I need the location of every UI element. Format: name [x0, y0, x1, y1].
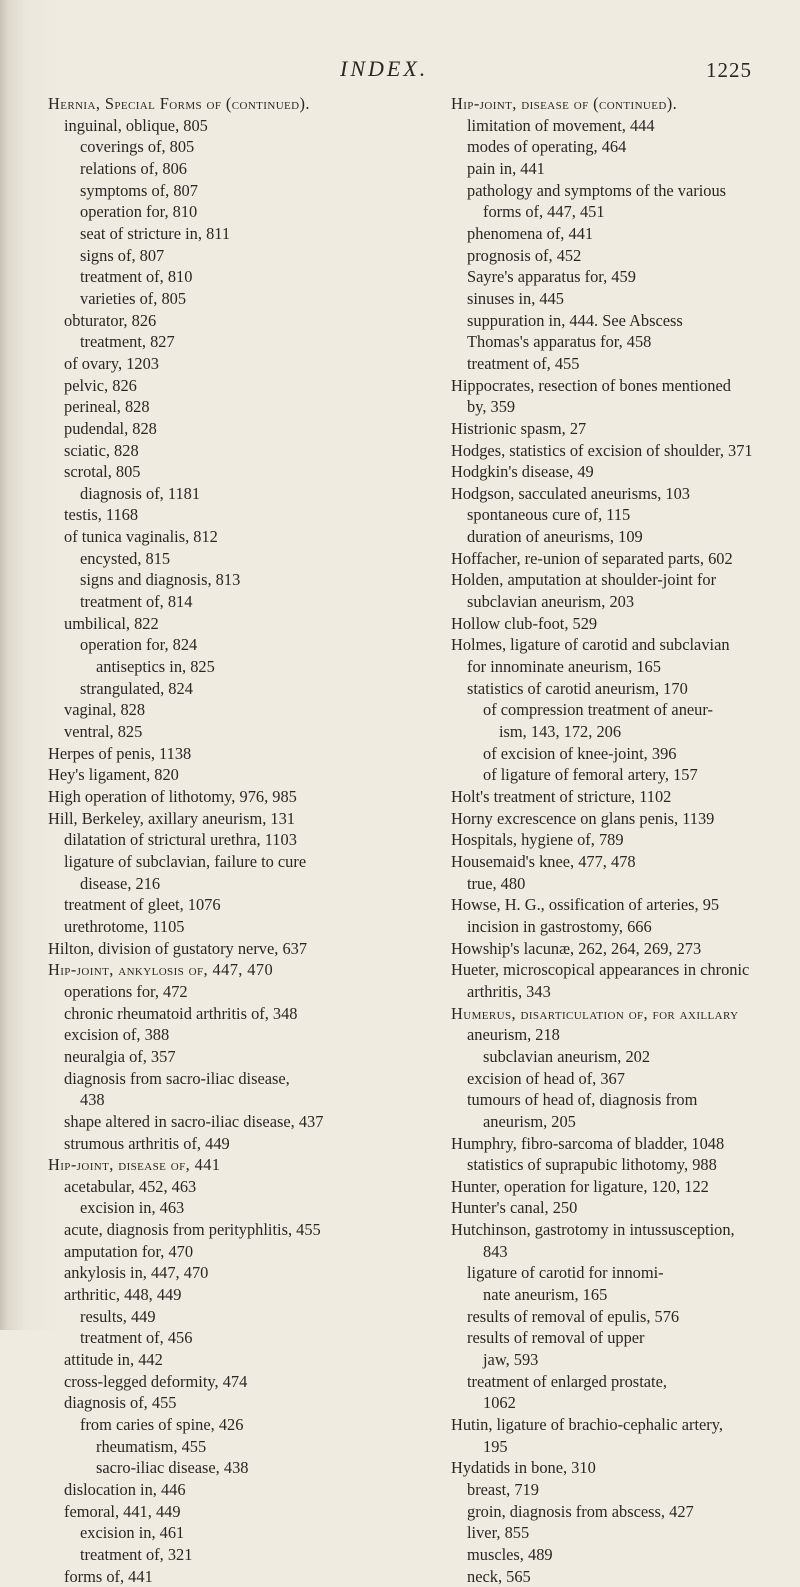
index-entry: by, 359: [467, 397, 516, 417]
index-entry: relations of, 806: [80, 158, 187, 178]
page-header: [0, 56, 800, 86]
index-entry: 1062: [483, 1393, 516, 1413]
index-entry: Hip-joint, disease of (continued).: [451, 94, 678, 113]
index-entry: treatment of, 456: [80, 1328, 193, 1348]
index-entry: symptoms of, 807: [80, 180, 198, 200]
index-entry: excision of head of, 367: [467, 1068, 625, 1088]
index-entry: results of removal of upper: [467, 1328, 645, 1348]
index-entry: statistics of suprapubic lithotomy, 988: [467, 1155, 717, 1175]
index-entry: suppuration in, 444. See Abscess: [467, 310, 683, 330]
index-entry: prognosis of, 452: [467, 245, 582, 265]
index-entry: amputation for, 470: [64, 1241, 194, 1261]
index-entry: excision of, 388: [64, 1025, 170, 1045]
index-entry: High operation of lithotomy, 976, 985: [48, 787, 297, 806]
index-entry: testis, 1168: [64, 505, 139, 525]
index-entry: attitude in, 442: [64, 1350, 163, 1370]
index-entry: aneurism, 205: [483, 1111, 576, 1131]
index-entry: phenomena of, 441: [467, 223, 594, 243]
index-entry: neuralgia of, 357: [64, 1046, 176, 1066]
index-entry: Hodgkin's disease, 49: [451, 462, 594, 482]
index-entry: rheumatism, 455: [96, 1436, 207, 1456]
index-entry: breast, 719: [467, 1480, 539, 1499]
index-entry: inguinal, oblique, 805: [64, 115, 208, 135]
index-entry: Humerus, disarticulation of, for axillary: [451, 1003, 739, 1023]
index-entry: 843: [483, 1241, 508, 1261]
index-entry: sinuses in, 445: [467, 288, 564, 308]
index-entry: nate aneurism, 165: [483, 1285, 608, 1305]
index-entry: strumous arthritis of, 449: [64, 1133, 230, 1153]
index-entry: femoral, 441, 449: [64, 1501, 181, 1521]
index-entry: perineal, 828: [64, 397, 150, 417]
index-entry: chronic rheumatoid arthritis of, 348: [64, 1003, 298, 1023]
index-entry: Thomas's apparatus for, 458: [467, 332, 652, 352]
index-entry: Hodges, statistics of excision of shoulder, 371: [451, 440, 753, 460]
index-entry: arthritis, 343: [467, 981, 551, 1001]
index-entry: Howship's lacunæ, 262, 264, 269, 273: [451, 938, 702, 958]
index-entry: Hutchinson, gastrotomy in intussusception,: [451, 1220, 735, 1240]
index-entry: groin, diagnosis from abscess, 427: [467, 1501, 694, 1521]
index-entry: of ovary, 1203: [64, 353, 159, 373]
index-entry: signs and diagnosis, 813: [80, 570, 241, 590]
index-entry: Humphry, fibro-sarcoma of bladder, 1048: [451, 1133, 725, 1153]
index-entry: shape altered in sacro-iliac disease, 437: [64, 1111, 324, 1131]
index-entry: Hip-joint, disease of, 441: [48, 1155, 221, 1175]
index-entry: spontaneous cure of, 115: [467, 505, 631, 525]
index-entry: pelvic, 826: [64, 375, 137, 395]
index-entry: dislocation in, 446: [64, 1480, 186, 1499]
index-entry: true, 480: [467, 873, 526, 893]
index-entry: ism, 143, 172, 206: [499, 722, 622, 742]
index-entry: strangulated, 824: [80, 678, 193, 698]
index-entry: operation for, 810: [80, 202, 198, 222]
index-entry: sciatic, 828: [64, 440, 139, 460]
index-entry: Hodgson, sacculated aneurisms, 103: [451, 483, 690, 503]
index-entry: Hoffacher, re-union of separated parts, 602: [451, 548, 733, 568]
index-entry: diagnosis of, 1181: [80, 483, 201, 503]
index-entry: excision in, 461: [80, 1523, 185, 1543]
index-entry: dilatation of strictural urethra, 1103: [64, 830, 297, 850]
index-entry: varieties of, 805: [80, 288, 187, 308]
index-entry: 438: [80, 1090, 105, 1110]
index-entry: umbilical, 822: [64, 613, 159, 633]
index-entry: results of removal of epulis, 576: [467, 1306, 680, 1326]
index-entry: of excision of knee-joint, 396: [483, 743, 677, 763]
index-entry: cross-legged deformity, 474: [64, 1371, 248, 1391]
index-entry: arthritic, 448, 449: [64, 1285, 182, 1305]
index-entry: liver, 855: [467, 1523, 530, 1543]
index-entry: for innominate aneurism, 165: [467, 657, 661, 677]
index-entry: Hunter's canal, 250: [451, 1198, 578, 1218]
index-entry: treatment of, 814: [80, 592, 193, 612]
index-entry: Hey's ligament, 820: [48, 765, 179, 785]
index-entry: Hutin, ligature of brachio-cephalic artery,: [451, 1415, 723, 1435]
index-entry: Hunter, operation for ligature, 120, 122: [451, 1176, 709, 1196]
index-entry: pudendal, 828: [64, 418, 157, 438]
index-entry: Hydatids in bone, 310: [451, 1458, 596, 1478]
page-number: 1225: [706, 58, 752, 82]
index-entry: Hueter, microscopical appearances in chronic: [451, 960, 750, 980]
index-entry: treatment of, 810: [80, 267, 193, 287]
index-entry: Hippocrates, resection of bones mentioned: [451, 375, 731, 395]
index-entry: treatment, 827: [80, 332, 175, 352]
index-entry: operations for, 472: [64, 981, 188, 1001]
index-entry: disease, 216: [80, 873, 161, 893]
index-entry: Hernia, Special Forms of (continued).: [48, 94, 310, 113]
index-entry: sacro-iliac disease, 438: [96, 1458, 249, 1478]
index-entry: results, 449: [80, 1306, 156, 1326]
index-entry: Howse, H. G., ossification of arteries, 95: [451, 895, 720, 915]
index-entry: aneurism, 218: [467, 1025, 560, 1045]
index-entry: obturator, 826: [64, 310, 157, 330]
index-entry: of ligature of femoral artery, 157: [483, 765, 698, 785]
index-entry: diagnosis from sacro-iliac disease,: [64, 1068, 290, 1088]
index-entry: coverings of, 805: [80, 137, 195, 157]
index-entry: modes of operating, 464: [467, 137, 627, 157]
index-entry: forms of, 441: [64, 1566, 153, 1586]
index-entry: Holmes, ligature of carotid and subclavian: [451, 635, 730, 655]
index-entry: Hilton, division of gustatory nerve, 637: [48, 938, 308, 958]
index-entry: Hospitals, hygiene of, 789: [451, 830, 624, 850]
index-entry: signs of, 807: [80, 245, 165, 265]
index-entry: pain in, 441: [467, 158, 545, 178]
index-entry: subclavian aneurism, 202: [483, 1046, 651, 1066]
index-entry: antiseptics in, 825: [96, 657, 215, 677]
index-entry: ligature of carotid for innomi-: [467, 1263, 664, 1283]
index-entry: Hollow club-foot, 529: [451, 613, 598, 633]
index-entry: Horny excrescence on glans penis, 1139: [451, 808, 715, 828]
index-entry: Holt's treatment of stricture, 1102: [451, 787, 672, 806]
index-entry: tumours of head of, diagnosis from: [467, 1090, 698, 1110]
index-entry: incision in gastrostomy, 666: [467, 916, 652, 936]
index-entry: pathology and symptoms of the various: [467, 180, 727, 200]
index-entry: treatment of, 455: [467, 353, 580, 373]
index-column-right: [451, 93, 781, 1587]
index-entry: ligature of subclavian, failure to cure: [64, 851, 307, 871]
index-entry: limitation of movement, 444: [467, 115, 655, 135]
index-entry: Sayre's apparatus for, 459: [467, 267, 636, 287]
index-entry: of compression treatment of aneur-: [483, 700, 713, 720]
index-entry: Holden, amputation at shoulder-joint for: [451, 570, 717, 590]
index-entry: diagnosis of, 455: [64, 1393, 177, 1413]
index-entry: Herpes of penis, 1138: [48, 743, 192, 763]
index-column-left: [48, 93, 438, 1587]
index-entry: from caries of spine, 426: [80, 1415, 244, 1435]
index-entry: vaginal, 828: [64, 700, 146, 720]
index-entry: encysted, 815: [80, 548, 171, 568]
index-entry: operation for, 824: [80, 635, 198, 655]
index-entry: acute, diagnosis from perityphlitis, 455: [64, 1220, 321, 1240]
index-entry: seat of stricture in, 811: [80, 223, 231, 243]
index-entry: jaw, 593: [483, 1350, 539, 1370]
index-entry: treatment of enlarged prostate,: [467, 1371, 667, 1391]
running-title: INDEX.: [340, 56, 429, 81]
index-entry: acetabular, 452, 463: [64, 1176, 197, 1196]
index-entry: excision in, 463: [80, 1198, 185, 1218]
index-entry: of tunica vaginalis, 812: [64, 527, 218, 547]
index-entry: ventral, 825: [64, 722, 143, 742]
index-entry: Hill, Berkeley, axillary aneurism, 131: [48, 808, 296, 828]
index-entry: statistics of carotid aneurism, 170: [467, 678, 688, 698]
index-entry: ankylosis in, 447, 470: [64, 1263, 209, 1283]
index-entry: neck, 565: [467, 1566, 531, 1586]
index-entry: forms of, 447, 451: [483, 202, 605, 222]
index-entry: Housemaid's knee, 477, 478: [451, 851, 636, 871]
index-entry: 195: [483, 1436, 508, 1456]
index-entry: muscles, 489: [467, 1544, 553, 1564]
index-entry: Histrionic spasm, 27: [451, 418, 587, 438]
index-entry: urethrotome, 1105: [64, 916, 185, 936]
index-entry: subclavian aneurism, 203: [467, 592, 635, 612]
index-entry: treatment of, 321: [80, 1544, 193, 1564]
index-entry: treatment of gleet, 1076: [64, 895, 221, 915]
index-entry: duration of aneurisms, 109: [467, 527, 643, 547]
index-entry: scrotal, 805: [64, 462, 141, 482]
index-entry: Hip-joint, ankylosis of, 447, 470: [48, 960, 274, 980]
